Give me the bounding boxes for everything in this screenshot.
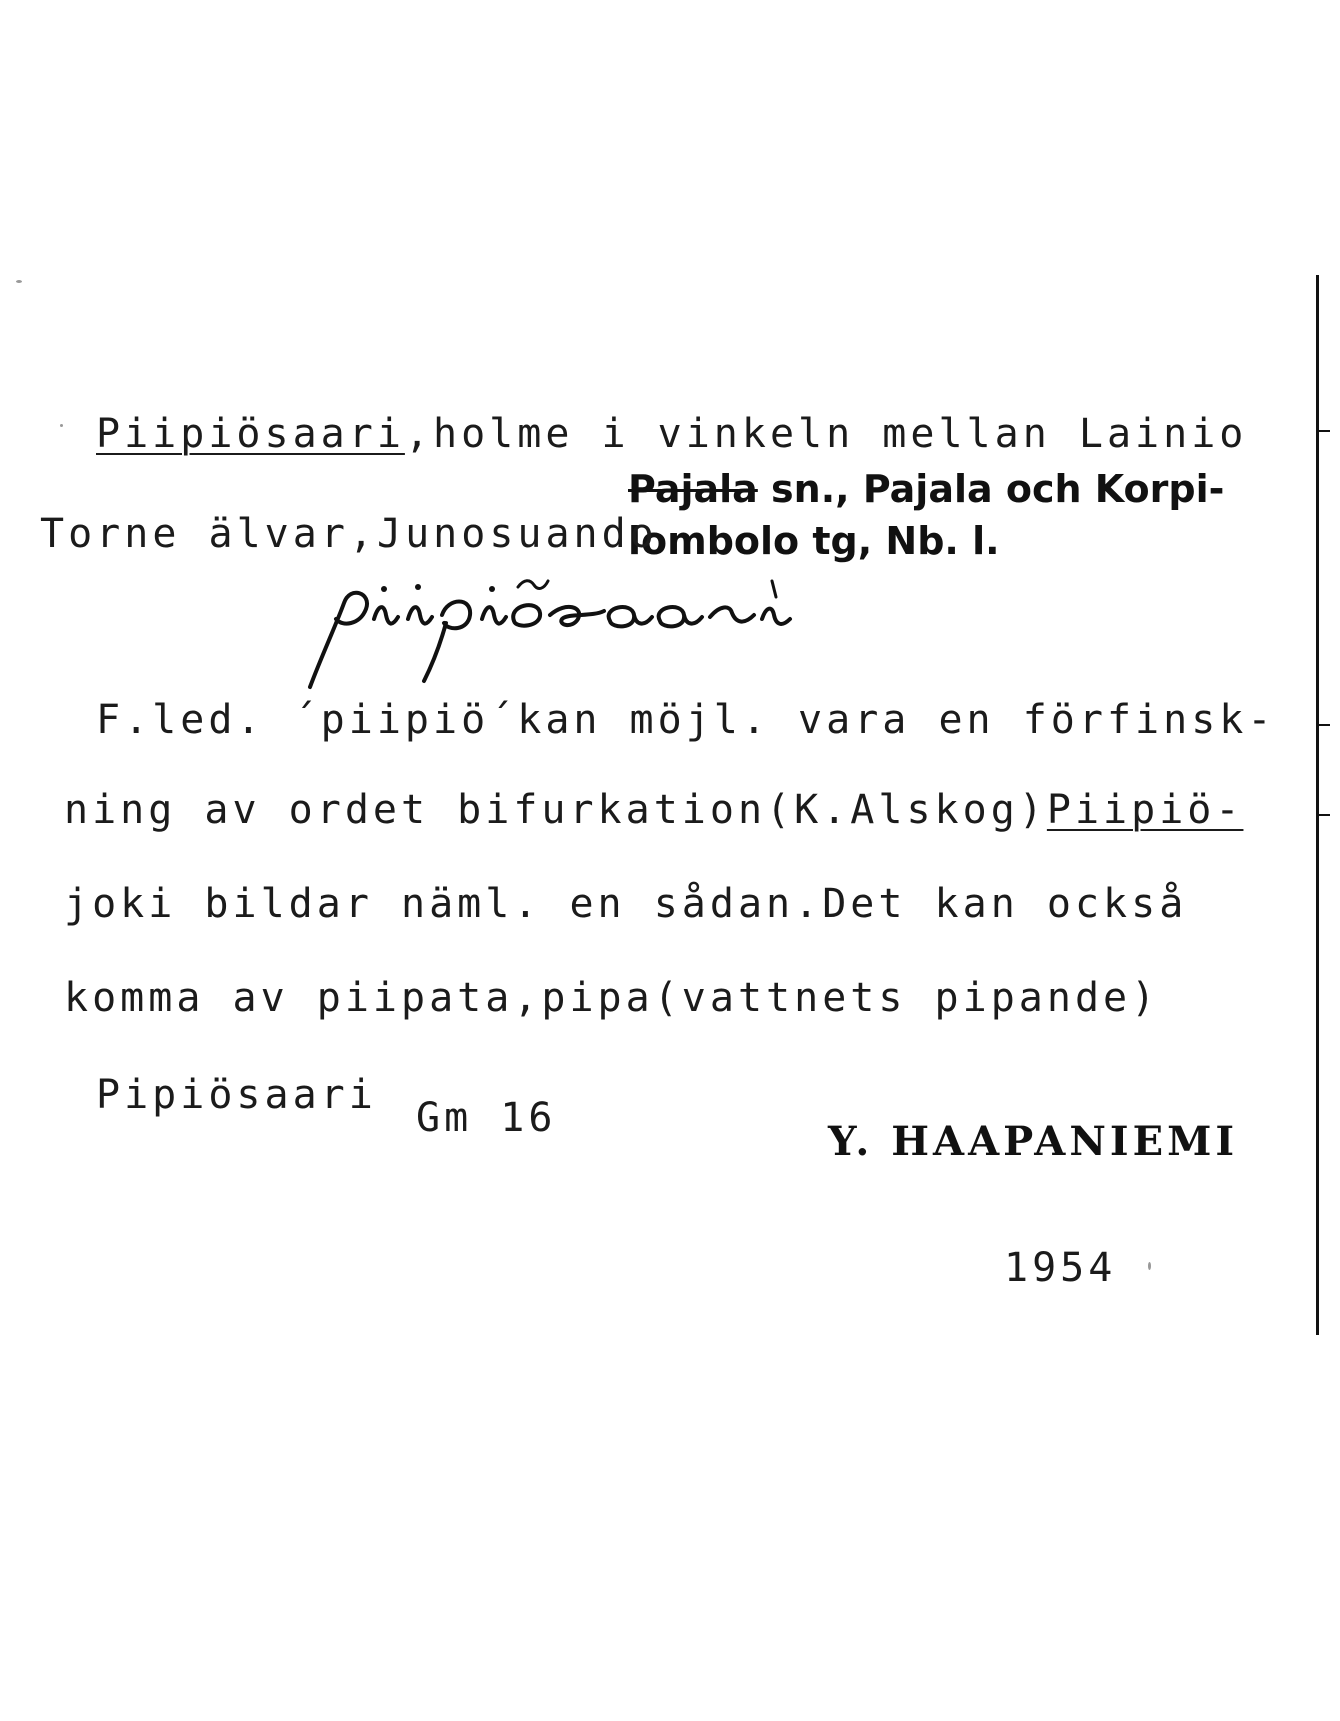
paragraph-line-4: komma av piipata,pipa(vattnets pipande): [64, 975, 1160, 1021]
edge-tick: [1316, 430, 1330, 432]
parish-stamp-line-2: lombolo tg, Nb. l.: [628, 519, 1000, 563]
parish-stamp-line-1: [628, 467, 1225, 511]
scan-speck: [60, 424, 63, 427]
struck-parish: Pajala: [628, 467, 758, 511]
paragraph-line-2-text: ning av ordet bifurkation(K.Alskog): [64, 787, 1047, 833]
paragraph-line-1: F.led. ´piipiö´kan möjl. vara en förfinsk-: [96, 697, 1276, 743]
card-right-edge: [1316, 275, 1319, 1335]
stamp-line-1-text: sn., Pajala och Korpi-: [771, 467, 1225, 511]
headword: Piipiösaari: [96, 411, 405, 457]
source-reference: Gm 16: [416, 1095, 557, 1141]
line-1-rest: ,holme i vinkeln mellan Lainio: [404, 411, 1248, 457]
river-name: Piipiö-: [1046, 787, 1244, 833]
handwritten-pronunciation: [292, 575, 1012, 695]
edge-tick: [1316, 814, 1330, 816]
source-label: Pipiösaari: [96, 1072, 377, 1118]
scan-speck: [1148, 1262, 1151, 1270]
paragraph-line-3: joki bildar näml. en sådan.Det kan också: [64, 881, 1188, 927]
line-2: Torne älvar,Junosuando: [40, 511, 658, 557]
year: 1954: [1004, 1245, 1117, 1291]
author-name: Y. HAAPANIEMI: [828, 1118, 1239, 1165]
paragraph-line-2: [64, 787, 1244, 833]
line-1: [96, 411, 1248, 457]
scan-speck: [16, 280, 22, 283]
edge-tick: [1316, 724, 1330, 726]
